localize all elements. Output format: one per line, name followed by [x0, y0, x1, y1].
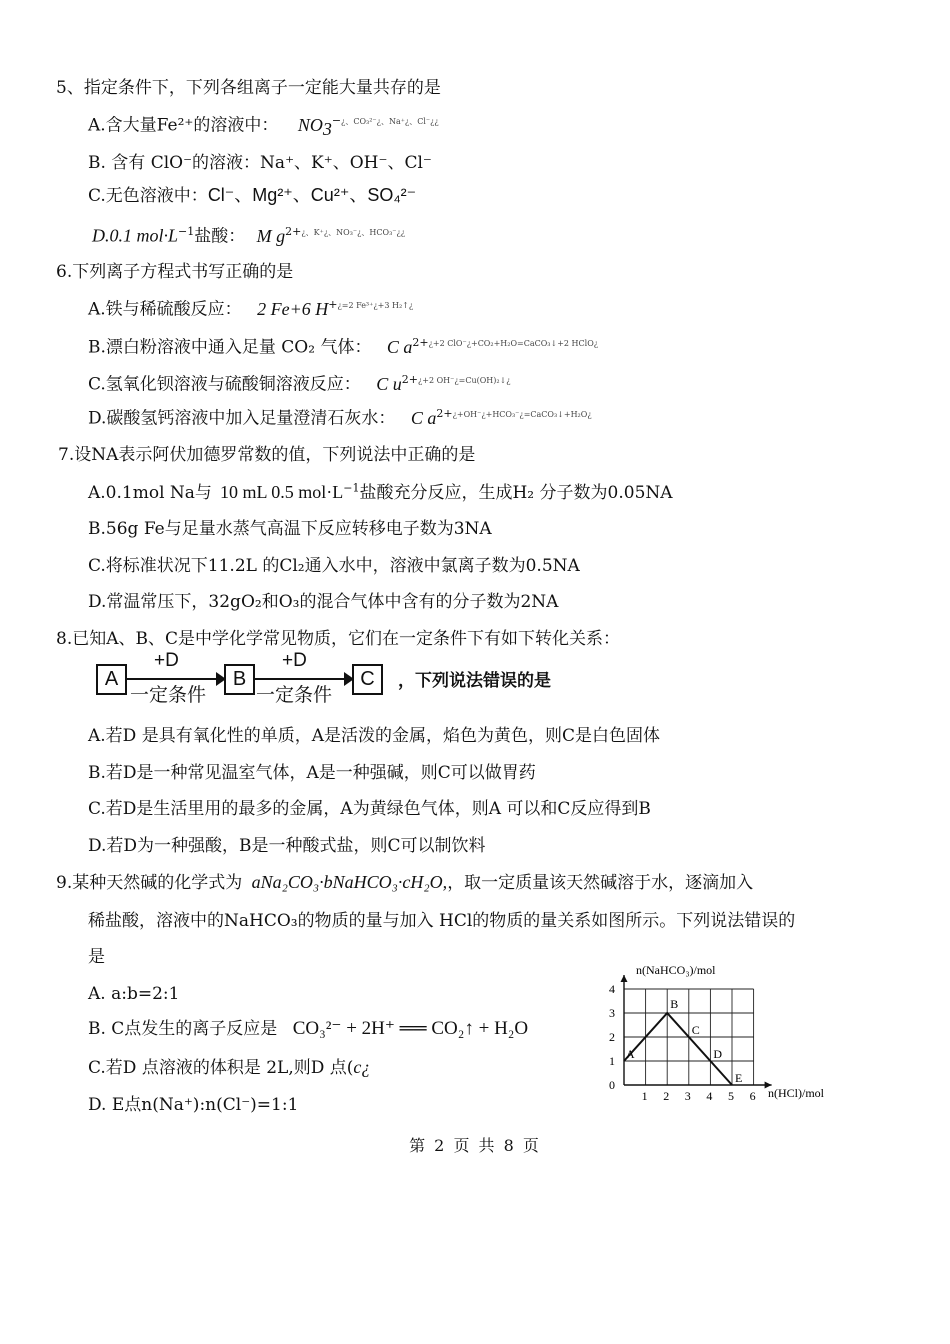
q6-stem: 6.下列离子方程式书写正确的是	[56, 262, 294, 282]
q8-flow-tail: ，下列说法错误的是	[398, 671, 551, 691]
q8-transformation-diagram	[96, 650, 616, 706]
q5-option-b: B. 含有 ClO⁻的溶液：Na⁺、K⁺、OH⁻、Cl⁻	[88, 153, 432, 173]
q8-option-c: C.若D是生活里用的最多的金属，A为黄绿色气体，则A 可以和C反应得到B	[88, 799, 651, 819]
q8-option-a: A.若D 是具有氧化性的单质，A是活泼的金属，焰色为黄色，则C是白色固体	[88, 726, 660, 746]
y-tick-label: 2	[609, 1030, 615, 1044]
q9-stem-line3: 是	[88, 947, 105, 967]
q9-option-a: A. a:b=2:1	[88, 984, 180, 1004]
nahco3-vs-hcl-chart	[600, 964, 840, 1104]
q5-c-ions: Cl⁻、Mg²⁺、Cu²⁺、SO₄²⁻	[207, 185, 417, 205]
q8-arrow1-bottom: 一定条件	[130, 684, 207, 706]
x-tick-label: 1	[641, 1089, 648, 1103]
q6-d-math: C a	[410, 407, 437, 428]
q5-d-math: D.0.1 mol·L	[92, 225, 179, 246]
q8-arrow2-top: +D	[282, 650, 307, 671]
q9-stem-math: aNa₂CO₃·bNaHCO₃·cH₂O,	[251, 872, 448, 892]
q8-option-d: D.若D为一种强酸，B是一种酸式盐，则C可以制饮料	[88, 836, 486, 856]
q6-c-math: C u	[376, 373, 402, 394]
page-footer: 第 2 页 共 8 页	[409, 1136, 541, 1155]
q7-option-b: B.56g Fe与足量水蒸气高温下反应转移电子数为3NA	[88, 519, 492, 539]
q9-stem-line2: 稀盐酸，溶液中的NaHCO₃的物质的量与加入 HCl的物质的量关系如图所示。下列说法错误的	[88, 911, 796, 931]
q9-stem-pre: 9.某种天然碱的化学式为	[56, 873, 243, 893]
q5-option-d: D.0.1 $mol\cdot L^{-1}$盐酸： M $g^{2+¿、K^+¿、NO_3^-¿、HCO_3^-¿¿}$	[92, 225, 406, 247]
q5-c-text: C.无色溶液中：	[88, 186, 208, 206]
q9-option-b	[88, 1018, 528, 1040]
q8-box-b: B	[224, 664, 255, 695]
q6-a-text: A.铁与稀硫酸反应：	[88, 299, 242, 320]
q6-option-b: B.漂白粉溶液中通入足量 CO₂ 气体： C $a^{2+¿+2 ClO^-¿+CO_2+H_2O=CaCO_3↓+2 HClO¿}$	[88, 336, 599, 358]
q8-option-b: B.若D是一种常见温室气体，A是一种强碱，则C可以做胃药	[88, 763, 536, 783]
q6-a-tail: ¿=2 Fe³⁺¿+3 H₂↑¿	[337, 301, 414, 310]
q5-d-text: 盐酸：	[194, 226, 246, 247]
q5-stem: 5、指定条件下，下列各组离子一定能大量共存的是	[56, 78, 441, 98]
q6-option-a: A.铁与稀硫酸反应： 2 Fe+6 $H^{+¿=2 Fe^{3+}¿+3 H_2↑¿}$	[88, 298, 414, 320]
y-tick-label: 3	[609, 1006, 615, 1020]
q9-b-text: B. C点发生的离子反应是	[88, 1019, 278, 1039]
q7-stem: 7.设NA表示阿伏加德罗常数的值，下列说法中正确的是	[58, 445, 476, 465]
q5-d-tail: ¿、K⁺¿、NO₃⁻¿、HCO₃⁻¿¿	[301, 228, 406, 237]
q8-box-c: C	[352, 664, 383, 695]
q9-c-math: c¿	[353, 1057, 371, 1077]
q7-option-a: A.0.1mol Na与 10 mL 0.5 $mol\cdot L^{-1}$盐酸充分反应，生成H₂ 分子数为0.05NA	[88, 481, 673, 503]
q9-stem-line1	[56, 871, 753, 894]
q8-arrow2-bottom: 一定条件	[256, 684, 333, 706]
q5-option-c	[88, 184, 416, 207]
x-tick-label: 4	[706, 1089, 713, 1103]
q9-c-text: C.若D 点溶液的体积是 2L,则D 点(	[88, 1058, 354, 1078]
point-label-c: C	[691, 1023, 700, 1037]
q7-option-d: D.常温常压下，32gO₂和O₃的混合气体中含有的分子数为2NA	[88, 592, 559, 612]
y-tick-label: 4	[609, 982, 615, 996]
y-axis-arrow	[621, 975, 628, 982]
q6-b-text: B.漂白粉溶液中通入足量 CO₂ 气体：	[88, 337, 372, 358]
q7-a-post: 盐酸充分反应，生成H₂ 分子数为0.05NA	[359, 483, 673, 503]
chart-y-axis-label: n(NaHCO₃)/mol	[636, 964, 716, 977]
point-label-a: A	[626, 1047, 635, 1061]
q5-a-math: NO	[297, 114, 323, 135]
q9-stem-post: ，取一定质量该天然碱溶于水，逐滴加入	[447, 873, 754, 893]
q6-a-math: 2 Fe+6 H	[257, 298, 329, 319]
y-tick-label: 0	[609, 1078, 615, 1092]
q5-a-tail: ¿、CO₃²⁻¿、Na⁺¿、Cl⁻¿¿	[341, 117, 439, 126]
q7-option-c: C.将标准状况下11.2L 的Cl₂通入水中，溶液中氯离子数为0.5NA	[88, 556, 580, 576]
q6-d-text: D.碳酸氢钙溶液中加入足量澄清石灰水：	[88, 408, 396, 429]
q8-stem: 8.已知A、B、C是中学化学常见物质，它们在一定条件下有如下转化关系：	[56, 629, 620, 649]
x-tick-label: 2	[663, 1089, 670, 1103]
q6-option-c: C.氢氧化钡溶液与硫酸铜溶液反应： C $u^{2+¿+2 OH^-¿=Cu(OH)_2↓¿}$	[88, 373, 511, 395]
q5-a-text: A.含大量Fe²⁺的溶液中：	[88, 115, 279, 136]
q6-b-tail: ¿+2 ClO⁻¿+CO₂+H₂O=CaCO₃↓+2 HClO¿	[428, 339, 599, 348]
chart-x-axis-label: n(HCl)/mol	[768, 1086, 824, 1100]
q6-d-tail: ¿+OH⁻¿+HCO₃⁻¿=CaCO₃↓+H₂O¿	[452, 410, 592, 419]
x-tick-label: 6	[749, 1089, 756, 1103]
q7-a-math: 10 mL 0.5 mol·L	[219, 482, 344, 502]
q5-d-ions: M g	[256, 225, 286, 246]
q6-c-tail: ¿+2 OH⁻¿=Cu(OH)₂↓¿	[417, 376, 511, 385]
q6-option-d: D.碳酸氢钙溶液中加入足量澄清石灰水： C $a^{2+¿+OH^-¿+HCO_3^-¿=CaCO_3↓+H_2O¿}$	[88, 407, 592, 429]
point-label-b: B	[670, 997, 679, 1011]
q6-b-math: C a	[386, 336, 413, 357]
q9-b-equation: CO₃²⁻ + 2H⁺ ══ CO₂↑ + H₂O	[292, 1018, 529, 1039]
x-tick-label: 5	[728, 1089, 734, 1103]
q9-option-d: D. E点n(Na⁺):n(Cl⁻)=1:1	[88, 1095, 299, 1115]
point-label-d: D	[713, 1047, 723, 1061]
q6-c-text: C.氢氧化钡溶液与硫酸铜溶液反应：	[88, 374, 361, 395]
y-tick-label: 1	[609, 1054, 615, 1068]
point-label-e: E	[735, 1071, 743, 1085]
q8-box-a: A	[96, 664, 127, 695]
x-tick-label: 3	[684, 1089, 691, 1103]
q5-option-a: A.含大量Fe²⁺的溶液中： $NO_3^{-¿、CO_3^{2-}¿、Na^+¿、Cl^-¿¿}$	[88, 114, 439, 140]
q9-option-c	[88, 1056, 370, 1079]
q7-a-pre: A.0.1mol Na与	[88, 483, 212, 503]
q8-arrow1-top: +D	[154, 650, 179, 671]
